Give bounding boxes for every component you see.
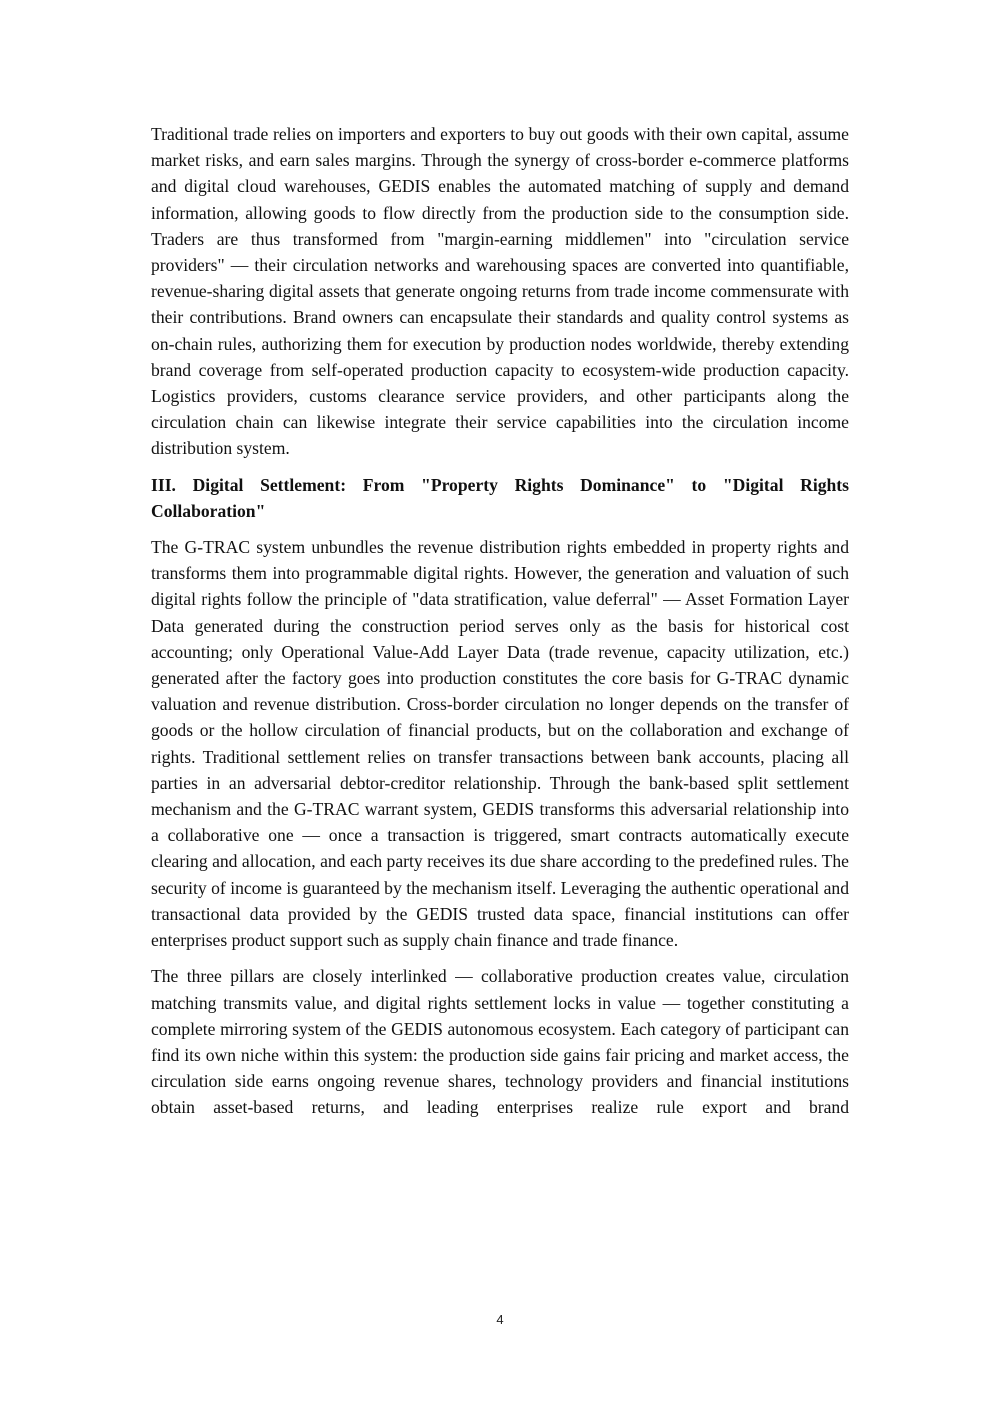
section-heading-digital-settlement: III. Digital Settlement: From "Property Rights Dominance" to "Digital Rights Collaboration" [151, 474, 849, 521]
page-body [151, 121, 849, 1121]
paragraph-three-pillars: The three pillars are closely interlinked — collaborative production creates value, circulation matching transmits value, and digital rights settlement locks in value — together constituting a complete mirroring system of the GEDIS autonomous ecosystem. Each category of participant can find its own niche within this system: the production side gains fair pricing and market access, the circulation side earns ongoing revenue shares, technology providers and financial institutions obtain asset-based returns, and leading enterprises realize rule export and brand [151, 966, 849, 1118]
page-number: 4 [496, 1312, 504, 1327]
paragraph-g-trac-system: The G-TRAC system unbundles the revenue distribution rights embedded in property rights and transforms them into programmable digital rights. However, the generation and valuation of such digital rights follow the principle of "data stratification, value deferral" — Asset Formation Layer Data generated during the construction period serves only as the basis for historical cost accounting; only Operational Value-Add Layer Data (trade revenue, capacity utilization, etc.) generated after the factory goes into production constitutes the core basis for G-TRAC dynamic valuation and revenue distribution. Cross-border circulation no longer depends on the transfer of goods or the hollow circulation of financial products, but on the collaboration and exchange of rights. Traditional settlement relies on transfer transactions between bank accounts, placing all parties in an adversarial debtor-creditor relationship. Through the bank-based split settlement mechanism and the G-TRAC warrant system, GEDIS transforms this adversarial relationship into a collaborative one — once a transaction is triggered, smart contracts automatically execute clearing and allocation, and each party receives its due share according to the predefined rules. The security of income is guaranteed by the mechanism itself. Leveraging the authentic operational and transactional data provided by the GEDIS trusted data space, financial institutions can offer enterprises product support such as supply chain finance and trade finance. [151, 537, 849, 951]
paragraph-trade-circulation: Traditional trade relies on importers and exporters to buy out goods with their own capital, assume market risks, and earn sales margins. Through the synergy of cross-border e-commerce platforms and digital cloud warehouses, GEDIS enables the automated matching of supply and demand information, allowing goods to flow directly from the production side to the consumption side. Traders are thus transformed from "margin-earning middlemen" into "circulation service providers" — their circulation networks and warehousing spaces are converted into quantifiable, revenue-sharing digital assets that generate ongoing returns from trade income commensurate with their contributions. Brand owners can encapsulate their standards and quality control systems as on-chain rules, authorizing them for execution by production nodes worldwide, thereby extending brand coverage from self-operated production capacity to ecosystem-wide production capacity. Logistics providers, customs clearance service providers, and other participants along the circulation chain can likewise integrate their service capabilities into the circulation income distribution system. [151, 124, 849, 459]
